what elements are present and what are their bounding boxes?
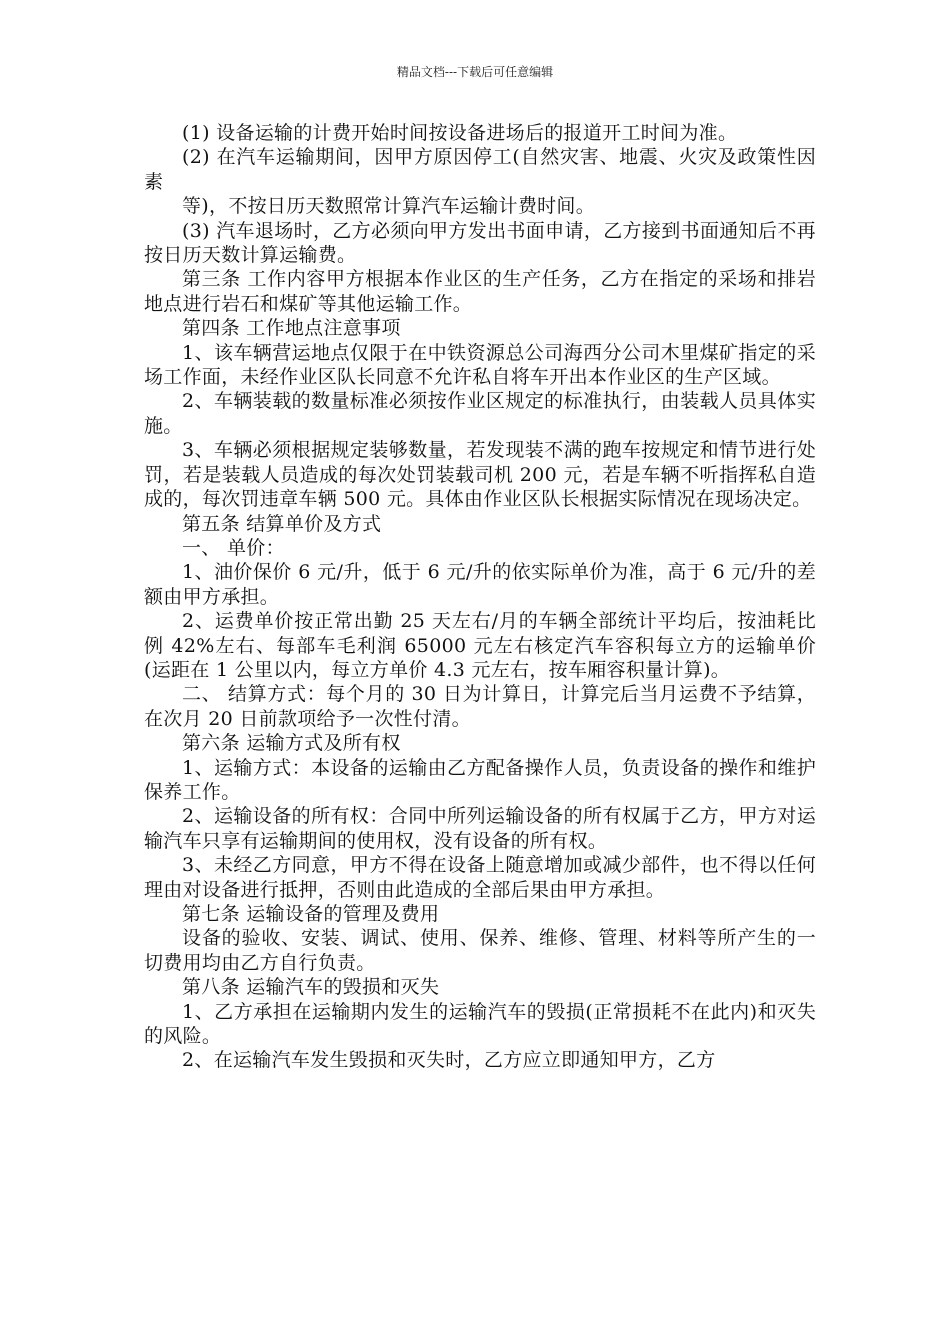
unit-price-heading: 一、 单价：: [182, 536, 285, 559]
paragraph-article-8-item-2: 2、在运输汽车发生毁损和灭失时，乙方应立即通知甲方，乙方: [182, 1049, 716, 1072]
document-body: [144, 121, 816, 1073]
paragraph-3: 等)，不按日历天数照常计算汽车运输计费时间。: [182, 195, 596, 218]
paragraph-article-6-item-1: 1、运输方式：本设备的运输由乙方配备操作人员，负责设备的操作和维护保养工作。: [144, 756, 816, 803]
paragraph-article-4-item-1: 1、该车辆营运地点仅限于在中铁资源总公司海西分公司木里煤矿指定的采场工作面，未经作业区队长同意不允许私自将车开出本作业区的生产区域。: [144, 341, 816, 389]
paragraph-article-4-item-3: 3、车辆必须根据规定装够数量，若发现装不满的跑车按规定和情节进行处罚，若是装载人员造成的每次处罚装载司机 200 元，若是车辆不听指挥私自造成的，每次罚违章车辆 500 元。具体由作业区队长根据实际情况在现场决定。: [144, 439, 816, 511]
paragraph-article-4-item-2: 2、车辆装载的数量标准必须按作业区规定的标准执行，由装载人员具体实施。: [144, 390, 816, 437]
article-6-heading: 第六条 运输方式及所有权: [182, 732, 401, 755]
article-3: 第三条 工作内容甲方根据本作业区的生产任务，乙方在指定的采场和排岩地点进行岩石和煤矿等其他运输工作。: [144, 268, 816, 315]
paragraph-article-8-item-1: 1、乙方承担在运输期内发生的运输汽车的毁损(正常损耗不在此内)和灭失的风险。: [144, 1000, 816, 1048]
settlement-method: 二、 结算方式：每个月的 30 日为计算日，计算完后当月运费不予结算，在次月 20 日前款项给予一次性付清。: [144, 683, 816, 730]
article-7-heading: 第七条 运输设备的管理及费用: [182, 903, 440, 925]
article-4-heading: 第四条 工作地点注意事项: [182, 317, 401, 340]
article-5-heading: 第五条 结算单价及方式: [182, 512, 382, 535]
paragraph-2: (2) 在汽车运输期间，因甲方原因停工(自然灾害、地震、火灾及政策性因素: [144, 146, 816, 193]
article-8-heading: 第八条 运输汽车的毁损和灭失: [182, 976, 440, 999]
page-header: 精品文档---下载后可任意编辑: [396, 65, 554, 79]
paragraph-article-7: 设备的验收、安装、调试、使用、保养、维修、管理、材料等所产生的一切费用均由乙方自行负责。: [144, 927, 816, 974]
paragraph-4: (3) 汽车退场时，乙方必须向甲方发出书面申请，乙方接到书面通知后不再按日历天数计算运输费。: [144, 219, 816, 267]
paragraph-1: (1) 设备运输的计费开始时间按设备进场后的报道开工时间为准。: [182, 122, 738, 144]
paragraph-article-5-item-1: 1、油价保价 6 元/升，低于 6 元/升的依实际单价为准，高于 6 元/升的差额由甲方承担。: [144, 561, 816, 608]
paragraph-article-6-item-3: 3、未经乙方同意，甲方不得在设备上随意增加或减少部件，也不得以任何理由对设备进行抵押，否则由此造成的全部后果由甲方承担。: [144, 854, 816, 901]
paragraph-article-5-item-2: 2、运费单价按正常出勤 25 天左右/月的车辆全部统计平均后，按油耗比例 42%左右、每部车毛利润 65000 元左右核定汽车容积每立方的运输单价(运距在 1 公里以内，每立方单价 4.3 元左右，按车厢容积量计算)。: [144, 610, 816, 681]
paragraph-article-6-item-2: 2、运输设备的所有权：合同中所列运输设备的所有权属于乙方，甲方对运输汽车只享有运输期间的使用权，没有设备的所有权。: [144, 805, 816, 852]
